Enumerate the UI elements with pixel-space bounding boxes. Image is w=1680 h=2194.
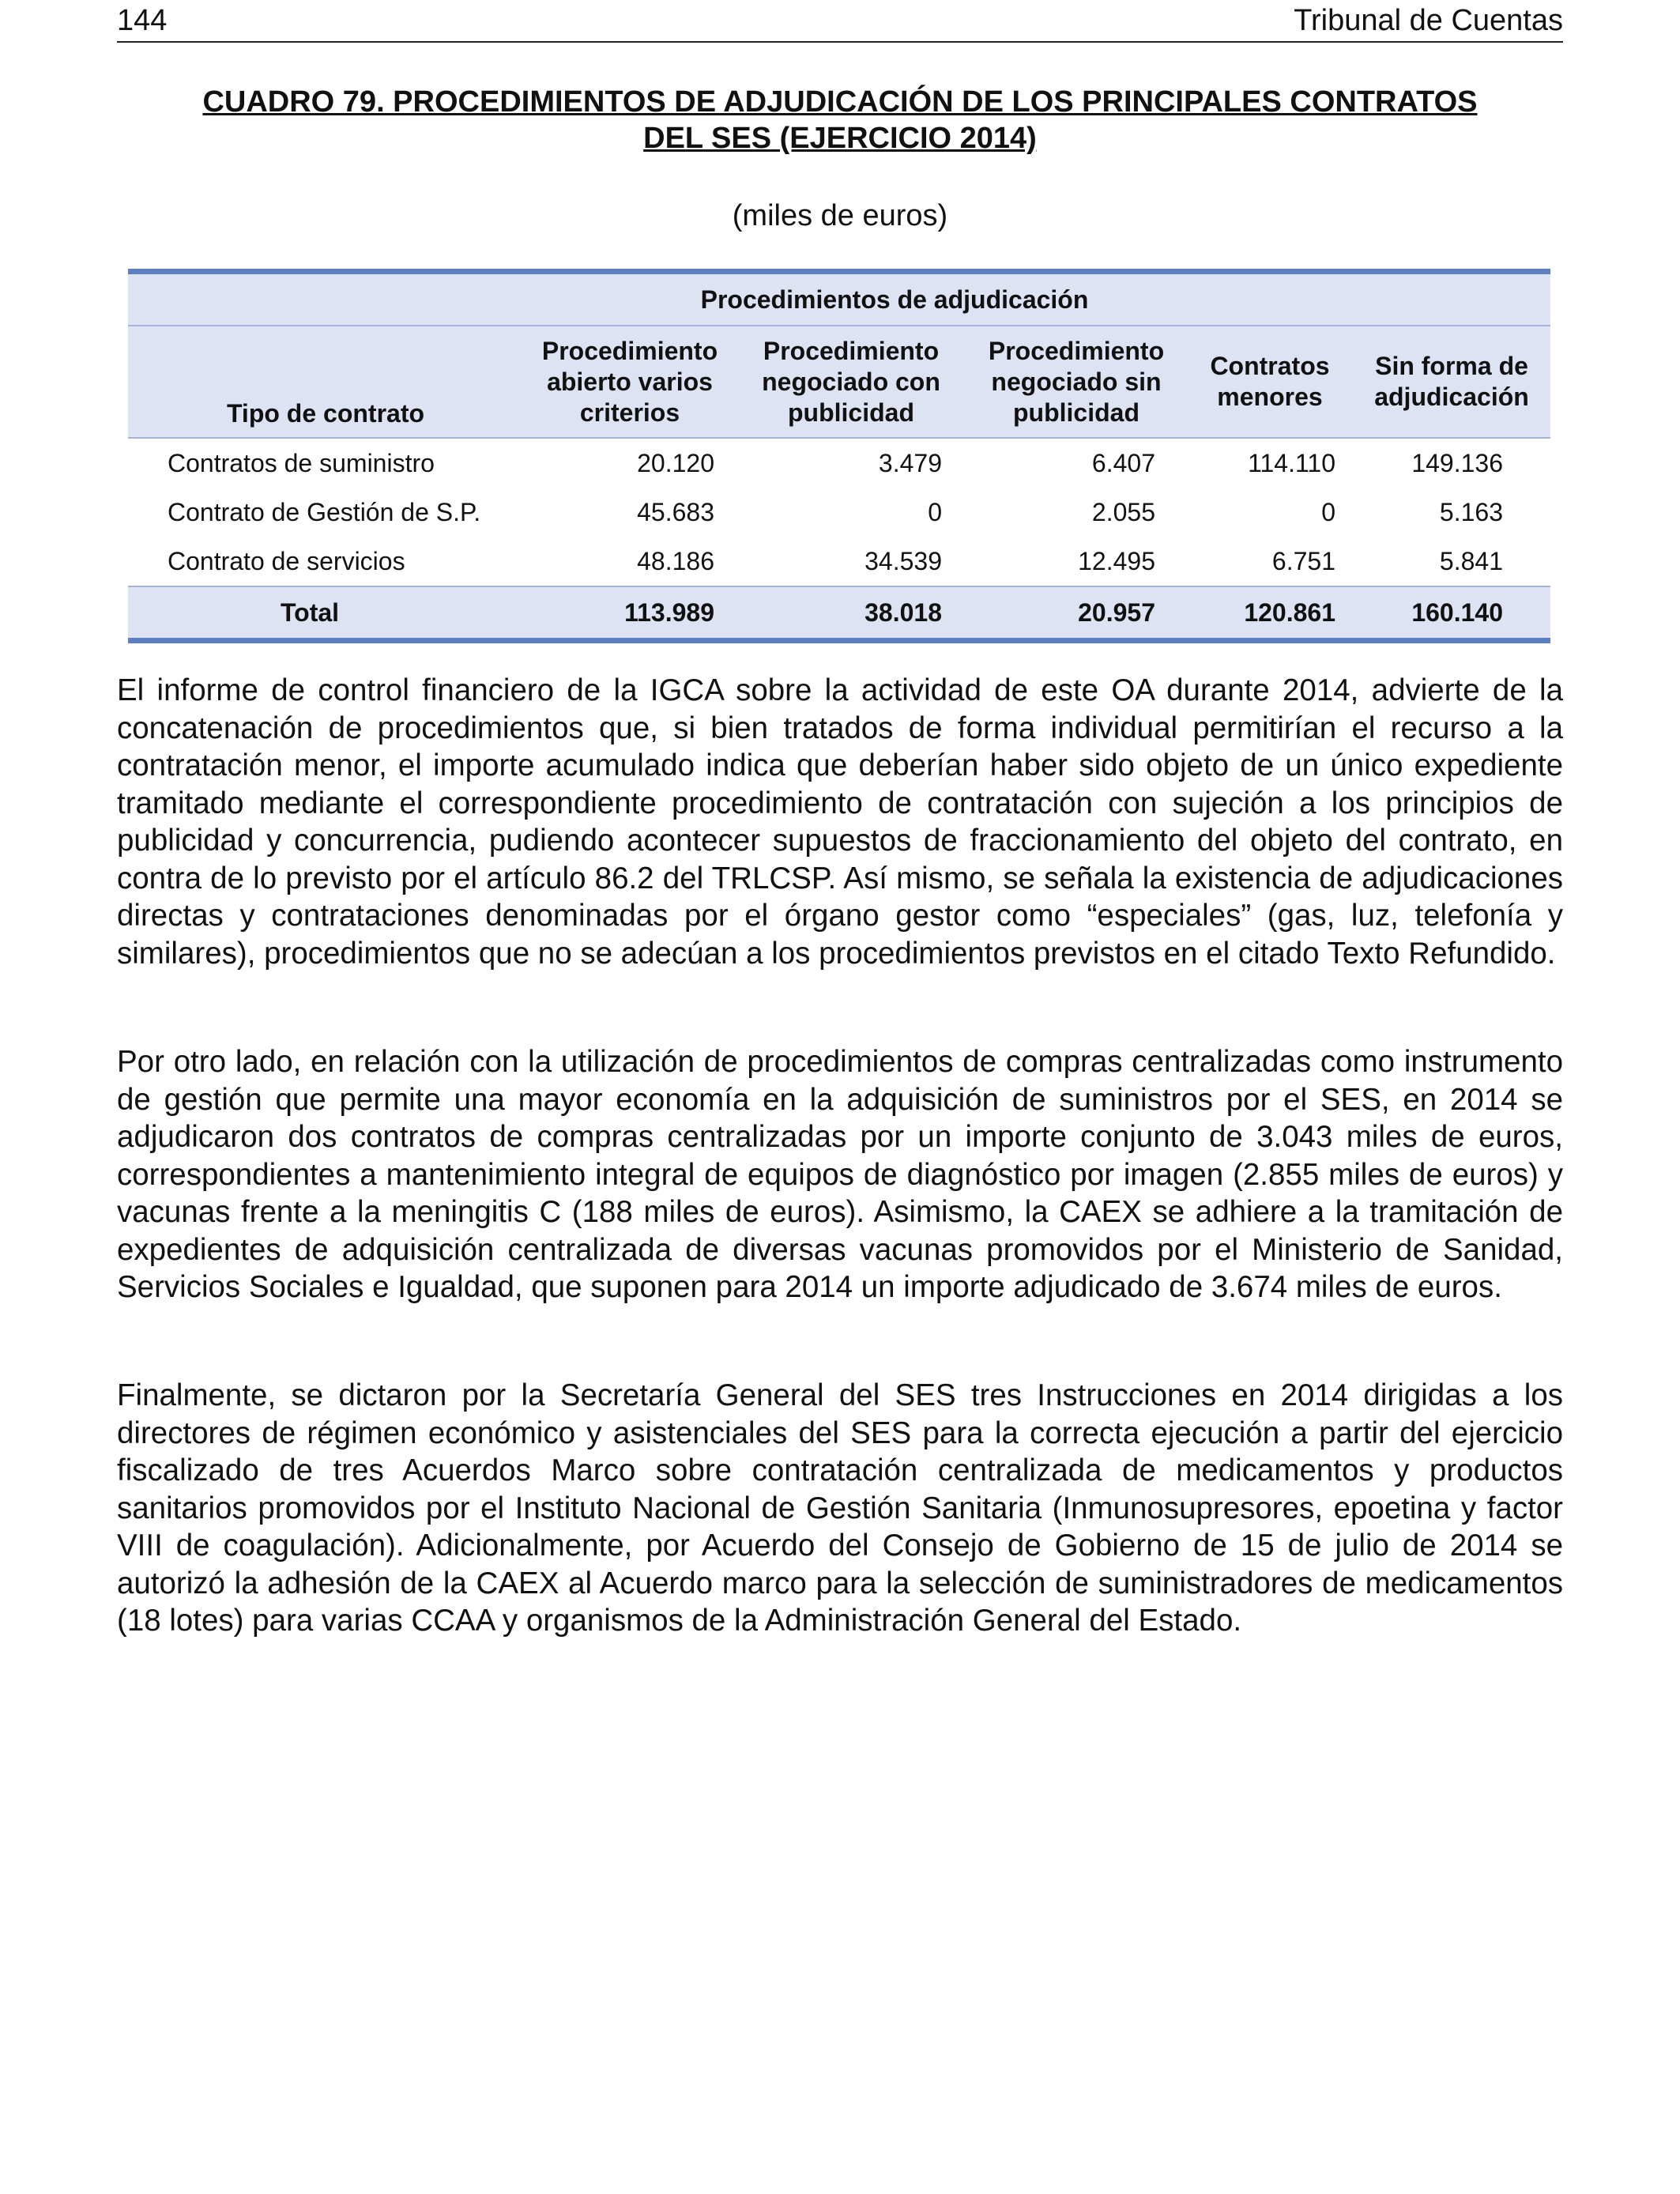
- table-row: [128, 488, 1550, 537]
- table-units: (miles de euros): [732, 199, 948, 232]
- table-cell: 0: [1321, 498, 1335, 526]
- table-cell: 5.841: [1439, 547, 1503, 575]
- column-header: Procedimiento abierto varios criterios: [541, 336, 718, 427]
- table-cell: 45.683: [637, 498, 714, 526]
- contracts-table: [128, 269, 1550, 643]
- table-title-line-2: DEL SES (EJERCICIO 2014): [643, 122, 1037, 155]
- table-title-line-1: CUADRO 79. PROCEDIMIENTOS DE ADJUDICACIÓN DE LOS PRINCIPALES CONTRATOS: [202, 85, 1478, 119]
- table-group-header: [128, 274, 1550, 326]
- group-header-label: Procedimientos de adjudicación: [700, 285, 1089, 314]
- table-row: [128, 537, 1550, 586]
- table-cell: 5.163: [1439, 498, 1503, 526]
- table-header-row: [128, 326, 1550, 439]
- table-cell: Contratos de suministro: [168, 449, 435, 477]
- table-title: [117, 84, 1563, 156]
- table-cell: 48.186: [637, 547, 714, 575]
- table-cell: 12.495: [1078, 547, 1155, 575]
- table-cell: 2.055: [1091, 498, 1155, 526]
- table-cell: 20.120: [637, 449, 714, 477]
- page-header: [117, 0, 1563, 43]
- table-cell: 6.751: [1271, 547, 1335, 575]
- table-cell: 34.539: [864, 547, 942, 575]
- table-cell: Contrato de servicios: [168, 547, 405, 575]
- table-cell: 114.110: [1248, 449, 1335, 477]
- table-cell: 149.136: [1411, 449, 1503, 477]
- table-cell: 6.407: [1091, 449, 1155, 477]
- body-paragraph: El informe de control financiero de la IGCA sobre la actividad de este OA durante 2014, advierte de la concatenación de procedimientos que, si bien tratados de forma individual permitirían el recurso a la contratación menor, el importe acumulado indica que deberían haber sido objeto de un único expediente tramitado mediante el correspondiente procedimiento de contratación con sujeción a los principios de publicidad y concurrencia, pudiendo acontecer supuestos de fraccionamiento del objeto del contrato, en contra de lo previsto por el artículo 86.2 del TRLCSP. Así mismo, se señala la existencia de adjudicaciones directas y contrataciones denominadas por el órgano gestor como “especiales” (gas, luz, telefonía y similares), procedimientos que no se adecúan a los procedimientos previstos en el citado Texto Refundido.: [117, 673, 1563, 971]
- total-cell: 120.861: [1244, 598, 1335, 627]
- table-cell: 3.479: [878, 449, 942, 477]
- body-paragraph: Por otro lado, en relación con la utilización de procedimientos de compras centralizadas como instrumento de gestión que permite una mayor economía en la adquisición de suministros por el SES, en 2014 se adjudicaron dos contratos de compras centralizadas por un importe conjunto de 3.043 miles de euros, correspondientes a mantenimiento integral de equipos de diagnóstico por imagen (2.855 miles de euros) y vacunas frente a la meningitis C (188 miles de euros). Asimismo, la CAEX se adhiere a la tramitación de expedientes de adquisición centralizada de diversas vacunas promovidos por el Ministerio de Sanidad, Servicios Sociales e Igualdad, que suponen para 2014 un importe adjudicado de 3.674 miles de euros.: [117, 1045, 1563, 1304]
- column-header: Sin forma de adjudicación: [1374, 352, 1529, 411]
- column-header: Tipo de contrato: [226, 399, 425, 428]
- running-header-title: Tribunal de Cuentas: [1294, 4, 1563, 37]
- total-cell: 20.957: [1078, 598, 1155, 627]
- table-total-row: [128, 586, 1550, 638]
- column-header: Contratos menores: [1210, 352, 1330, 411]
- total-label: Total: [280, 598, 340, 627]
- column-header: Procedimiento negociado con publicidad: [762, 336, 940, 427]
- total-cell: 160.140: [1411, 598, 1503, 627]
- total-cell: 113.989: [624, 598, 714, 627]
- total-cell: 38.018: [864, 598, 942, 627]
- table-cell: Contrato de Gestión de S.P.: [168, 498, 481, 526]
- column-header: Procedimiento negociado sin publicidad: [988, 336, 1165, 427]
- page-number: 144: [117, 4, 168, 37]
- body-paragraph: Finalmente, se dictaron por la Secretaría General del SES tres Instrucciones en 2014 dirigidas a los directores de régimen económico y asistenciales del SES para la correcta ejecución a partir del ejercicio fiscalizado de tres Acuerdos Marco sobre contratación centralizada de medicamentos y productos sanitarios promovidos por el Instituto Nacional de Gestión Sanitaria (Inmunosupresores, epoetina y factor VIII de coagulación). Adicionalmente, por Acuerdo del Consejo de Gobierno de 15 de julio de 2014 se autorizó la adhesión de la CAEX al Acuerdo marco para la selección de suministradores de medicamentos (18 lotes) para varias CCAA y organismos de la Administración General del Estado.: [117, 1378, 1563, 1638]
- table-row: [128, 439, 1550, 488]
- table-cell: 0: [928, 498, 942, 526]
